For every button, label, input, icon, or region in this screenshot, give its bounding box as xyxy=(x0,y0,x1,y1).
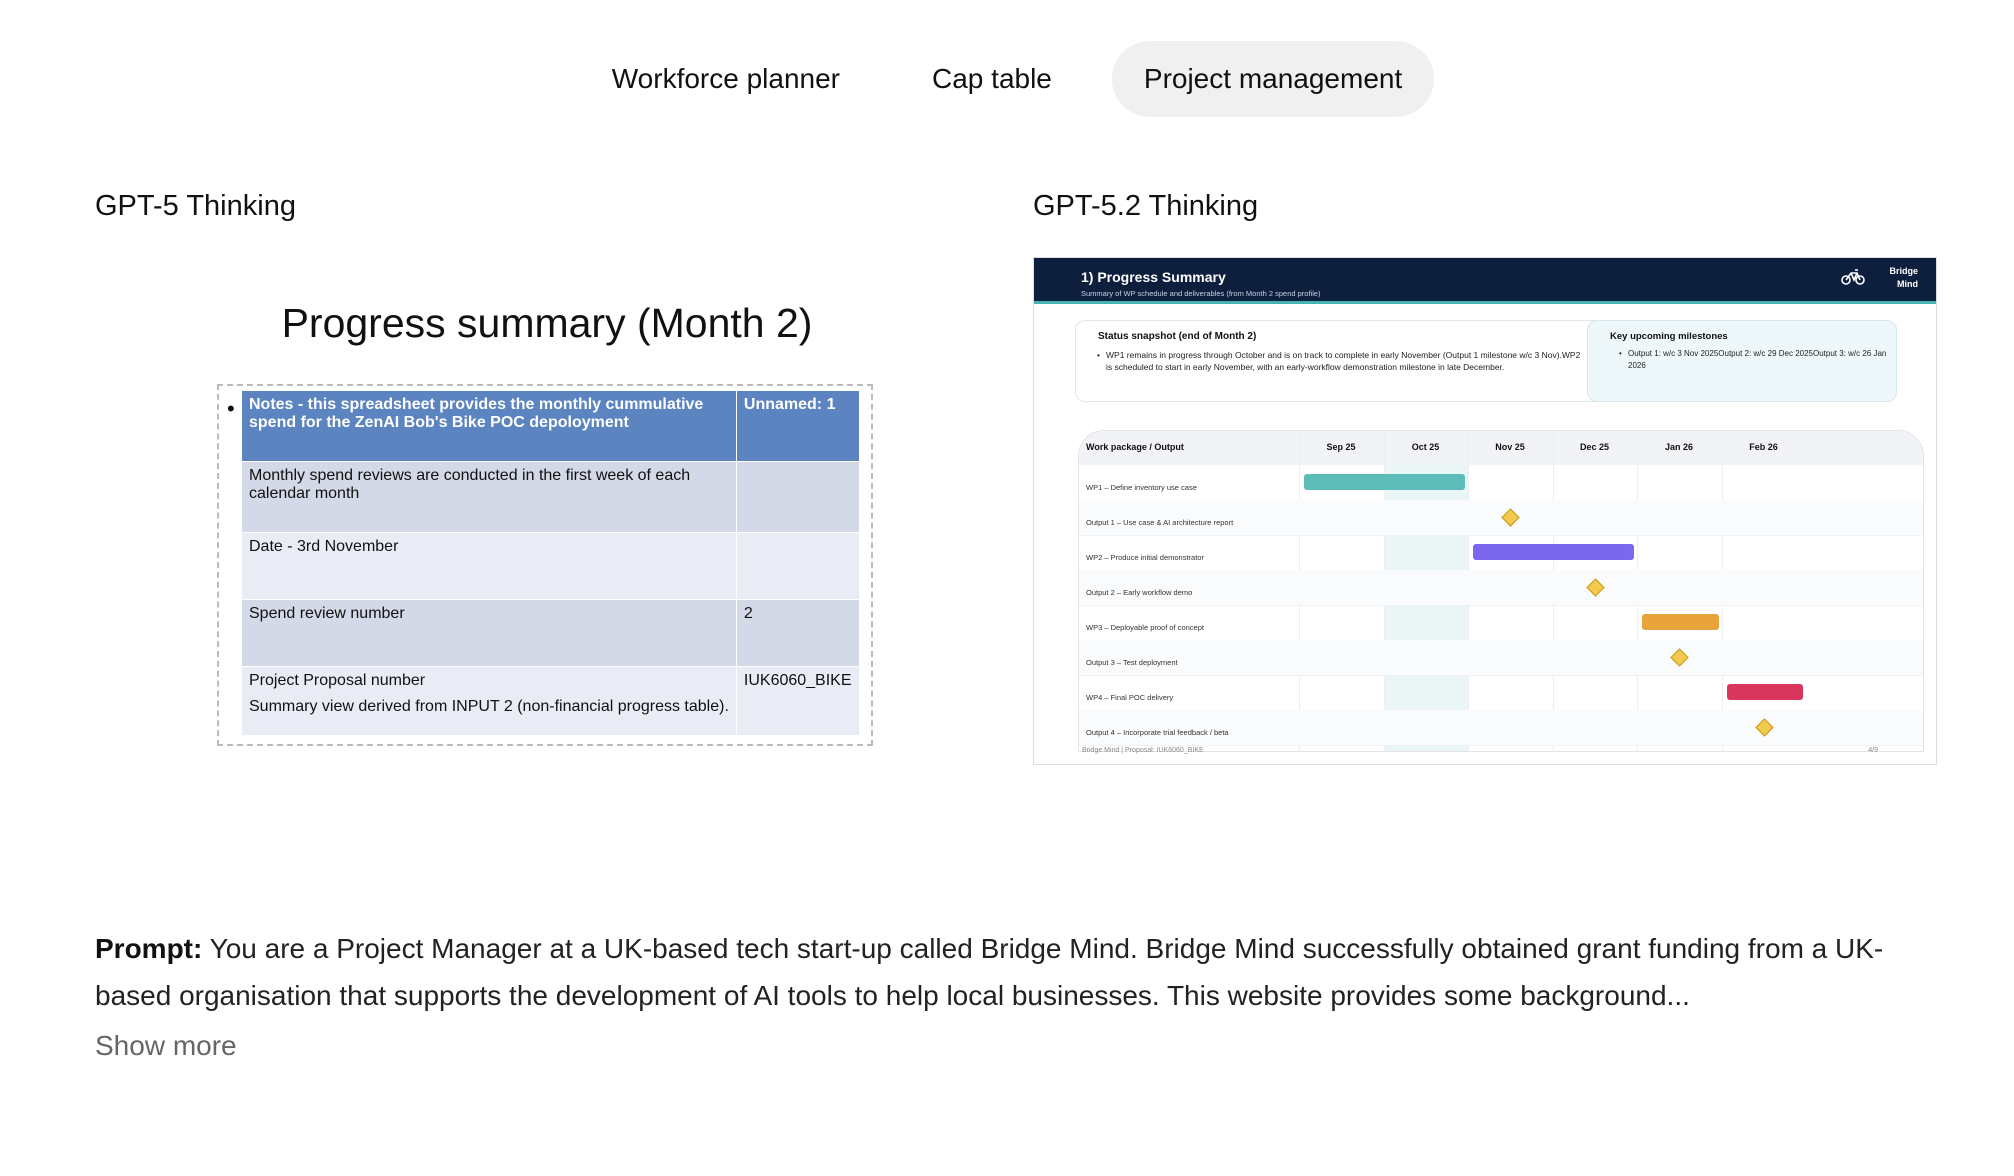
gantt-row xyxy=(1079,710,1923,746)
milestone-diamond xyxy=(1755,718,1773,736)
slide-subtitle: Summary of WP schedule and deliverables (from Month 2 spend profile) xyxy=(1081,289,1321,298)
month-label: Oct 25 xyxy=(1411,442,1440,452)
row-label: Output 1 – Use case & AI architecture report xyxy=(1086,518,1234,527)
table-cell: 2 xyxy=(736,600,859,667)
milestone-diamond xyxy=(1502,508,1520,526)
row-label: WP4 – Final POC delivery xyxy=(1086,693,1174,702)
table-row xyxy=(242,600,860,667)
status-snapshot-card xyxy=(1075,320,1609,402)
row-label: WP2 – Produce initial demonstrator xyxy=(1086,553,1204,562)
table-frame xyxy=(217,384,873,746)
table-cell-text: Project Proposal number xyxy=(249,672,426,689)
brand-logo xyxy=(1889,265,1918,291)
milestones-title: Key upcoming milestones xyxy=(1610,331,1728,342)
table-cell xyxy=(242,667,737,736)
month-label: Nov 25 xyxy=(1495,442,1525,452)
milestone-diamond xyxy=(1671,648,1689,666)
month-label: Sep 25 xyxy=(1326,442,1356,452)
gantt-bar xyxy=(1473,544,1634,560)
gantt-row xyxy=(1079,640,1923,676)
gantt-bar xyxy=(1727,684,1804,700)
row-label: Output 3 – Test deployment xyxy=(1086,658,1178,667)
table-cell: IUK6060_BIKE xyxy=(736,667,859,736)
table-cell: Unnamed: 1 xyxy=(736,391,859,462)
prompt-text xyxy=(95,925,1925,1019)
column-header: Work package / Output xyxy=(1086,442,1184,452)
row-label: WP1 – Define inventory use case xyxy=(1086,483,1197,492)
table-cell: Date - 3rd November xyxy=(242,533,737,600)
table-cell: Notes - this spreadsheet provides the monthly cummulative spend for the ZenAI Bob's Bike POC depoloyment xyxy=(242,391,737,462)
table-row xyxy=(242,462,860,533)
summary-note: Summary view derived from INPUT 2 (non-financial progress table). xyxy=(249,698,729,715)
month-label: Dec 25 xyxy=(1579,442,1610,452)
brand-line: Mind xyxy=(1897,279,1918,289)
table-cell xyxy=(736,462,859,533)
tab-workforce-planner[interactable]: Workforce planner xyxy=(611,63,841,94)
gantt-row xyxy=(1079,570,1923,606)
row-label: WP3 – Deployable proof of concept xyxy=(1086,623,1204,632)
gantt-row xyxy=(1079,675,1923,711)
gantt-row xyxy=(1079,465,1923,501)
right-model-label: GPT-5.2 Thinking xyxy=(1033,190,1259,222)
show-more-link[interactable]: Show more xyxy=(95,1030,237,1061)
gantt-header xyxy=(1079,431,1923,465)
slide-title: 1) Progress Summary xyxy=(1081,269,1226,285)
left-model-label: GPT-5 Thinking xyxy=(95,190,296,222)
slide-page-number: 4/9 xyxy=(1868,747,1878,754)
tab-cap-table[interactable]: Cap table xyxy=(932,63,1052,94)
month-label: Feb 26 xyxy=(1749,442,1778,452)
gantt-row xyxy=(1079,500,1923,536)
prompt-body: You are a Project Manager at a UK-based tech start-up called Bridge Mind. Bridge Mind successfully obtained grant funding from a UK-based organisation that supports the development of AI tools to help local businesses. This website provides some background... xyxy=(95,933,1884,1011)
tab-project-management[interactable]: Project management xyxy=(1112,41,1434,117)
bullet-icon: • xyxy=(227,396,235,421)
table-cell: Spend review number xyxy=(242,600,737,667)
brand-line: Bridge xyxy=(1889,266,1918,276)
bike-icon xyxy=(1841,268,1865,286)
table-header-row xyxy=(242,391,860,462)
gantt-bar xyxy=(1304,474,1465,490)
slide-header xyxy=(1034,258,1936,304)
milestone-diamond xyxy=(1586,578,1604,596)
milestones-card xyxy=(1587,320,1897,402)
table-cell: Monthly spend reviews are conducted in the first week of each calendar month xyxy=(242,462,737,533)
prompt-label: Prompt: xyxy=(95,933,203,964)
row-label: Output 4 – Incorporate trial feedback / beta xyxy=(1086,728,1229,737)
tab-bar xyxy=(0,41,2014,117)
table-cell xyxy=(736,533,859,600)
milestones-text: • Output 1: w/c 3 Nov 2025Output 2: w/c 29 Dec 2025Output 3: w/c 26 Jan 2026 xyxy=(1628,348,1890,372)
gantt-chart xyxy=(1078,430,1924,752)
table-row xyxy=(242,533,860,600)
summary-table xyxy=(241,390,860,736)
gantt-row xyxy=(1079,535,1923,571)
row-label: Output 2 – Early workflow demo xyxy=(1086,588,1193,597)
left-slide-image xyxy=(95,258,999,763)
gantt-row xyxy=(1079,605,1923,641)
right-slide-image xyxy=(1033,257,1937,765)
slide-title: Progress summary (Month 2) xyxy=(281,300,813,346)
snapshot-title: Status snapshot (end of Month 2) xyxy=(1098,331,1257,342)
month-label: Jan 26 xyxy=(1664,442,1694,452)
slide-footer: Bridge Mind | Proposal: IUK6060_BIKE xyxy=(1082,747,1204,754)
table-row xyxy=(242,667,860,736)
snapshot-text: • WP1 remains in progress through October and is on track to complete in early November (Output 1 milestone w/c 3 Nov).WP2 is scheduled to start in early November, with an early-workflow demonstration milestone in late December. xyxy=(1106,349,1584,373)
gantt-bar xyxy=(1642,614,1719,630)
